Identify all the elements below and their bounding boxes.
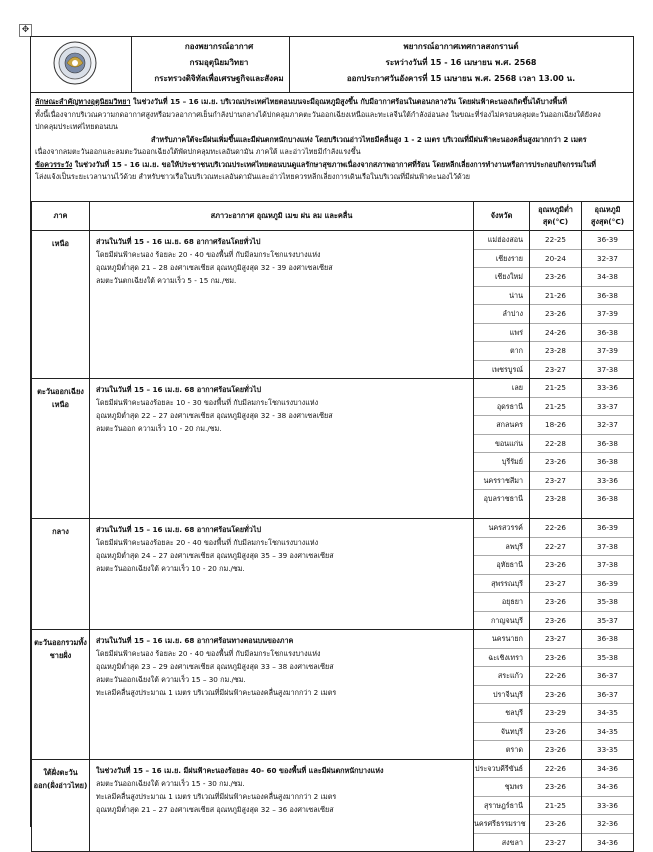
min-temp-value: 23-27 [545, 837, 566, 847]
province-value: ขอนแก่น [474, 435, 529, 454]
min-temp-value: 22-28 [530, 435, 581, 454]
province-value: สุราษฎร์ธานี [474, 797, 529, 816]
min-temp-value: 23-26 [530, 268, 581, 287]
forecast-line: ลมตะวันออก ความเร็ว 10 - 20 กม./ชม. [96, 424, 222, 433]
province-value: สงขลา [501, 837, 523, 847]
province-value: สระแก้ว [474, 667, 529, 686]
min-temp-value: 21-25 [530, 398, 581, 417]
min-temp-cell [530, 630, 582, 760]
province-value: ปราจีนบุรี [474, 686, 529, 705]
header-right-line-3: ออกประกาศวันอังคารที่ 15 เมษายน พ.ศ. 2568 เวลา 13.00 น. [346, 74, 576, 83]
province-cell [474, 759, 530, 852]
col-header-min: อุณหภูมิต่ำสุด(°C) [530, 202, 582, 231]
province-value: ลพบุรี [474, 538, 529, 557]
min-temp-value: 23-27 [545, 364, 566, 374]
forecast-line: อุณหภูมิต่ำสุด 21 – 28 องศาเซลเซียส อุณหภูมิสูงสุด 32 - 39 องศาเซลเซียส [96, 263, 333, 272]
forecast-line: ทะเลมีคลื่นสูงประมาณ 1 เมตร บริเวณที่มีฝนฟ้าคะนองคลื่นสูงมากกว่า 2 เมตร [96, 688, 337, 697]
min-temp-value: 23-26 [545, 745, 566, 754]
province-value: ตราด [505, 745, 523, 754]
max-temp-value: 34-38 [582, 268, 633, 287]
province-value: ลำปาง [474, 305, 529, 324]
max-temp-value: 37-38 [597, 364, 618, 374]
province-value: ชุมพร [474, 778, 529, 797]
max-temp-value: 34-36 [582, 760, 633, 779]
province-cell [474, 379, 530, 519]
max-temp-value: 36-39 [582, 519, 633, 538]
region-cell: ตะวันออกเฉียงเหนือ [32, 379, 90, 519]
max-temp-cell [582, 630, 634, 760]
table-row [32, 630, 634, 760]
document-header [31, 37, 633, 93]
min-temp-value: 20-24 [530, 250, 581, 269]
table-row [32, 519, 634, 630]
province-cell [474, 231, 530, 379]
min-temp-value: 23-26 [530, 723, 581, 742]
min-temp-value: 23-28 [530, 342, 581, 361]
min-temp-cell [530, 519, 582, 630]
col-header-region: ภาค [32, 202, 90, 231]
forecast-line: ลมตะวันออกเฉียงใต้ ความเร็ว 15 – 30 กม./ชม. [96, 675, 246, 684]
table-move-handle-icon[interactable]: ✥ [19, 24, 32, 37]
max-temp-value: 32-37 [582, 416, 633, 435]
max-temp-cell [582, 231, 634, 379]
max-temp-value: 33-37 [582, 398, 633, 417]
min-temp-value: 22-26 [530, 519, 581, 538]
forecast-line: ลมตะวันตกเฉียงใต้ ความเร็ว 5 - 15 กม./ชม. [96, 276, 237, 285]
min-temp-value: 23-26 [530, 778, 581, 797]
forecast-line: ส่วนในวันที่ 15 – 16 เม.ย. 68 อากาศร้อนโดยทั่วไป [96, 525, 262, 534]
synopsis-line-2: ทั้งนี้เนื่องจากบริเวณความกดอากาศสูงหรือมวลอากาศเย็นกำลังปานกลางได้ปกคลุมภาคตะวันออกเฉียงเหนือและทะเลจีนใต้กำลังอ่อนลง ในขณะที่ร่องไม่ครอบคลุมตะวันออกเฉียงใต้ยังคง [35, 109, 601, 119]
max-temp-value: 36-39 [582, 231, 633, 250]
table-row [32, 379, 634, 519]
min-temp-value: 23-27 [530, 630, 581, 649]
synopsis-south-line-2: เนื่องจากลมตะวันออกและลมตะวันออกเฉียงใต้พัดปกคลุมทะเลอันดามัน ภาคใต้ และอ่าวไทยมีกำลังแรงขึ้น [35, 147, 361, 156]
forecast-line: โดยมีฝนฟ้าคะนองร้อยละ 20 - 40 ของพื้นที่ กับมีลมกระโชกแรงบางแห่ง [96, 538, 319, 547]
forecast-cell [90, 630, 474, 760]
min-temp-value: 23-26 [530, 649, 581, 668]
max-temp-value: 33-36 [582, 472, 633, 491]
max-temp-value: 36-38 [582, 630, 633, 649]
province-value: นครราชสีมา [474, 472, 529, 491]
province-value: แม่ฮ่องสอน [474, 231, 529, 250]
forecast-line: ลมตะวันออกเฉียงใต้ ความเร็ว 15 - 30 กม./ชม. [96, 778, 245, 788]
max-temp-value: 36-38 [597, 494, 618, 503]
min-temp-value: 23-28 [545, 494, 566, 503]
max-temp-value: 33-36 [582, 797, 633, 816]
min-temp-value: 23-26 [530, 815, 581, 834]
province-value: ประจวบคีรีขันธ์ [474, 760, 529, 779]
province-value: ฉะเชิงเทรา [474, 649, 529, 668]
max-temp-value: 36-37 [582, 686, 633, 705]
region-cell: ตะวันออกรวมทั้งชายฝั่ง [32, 630, 90, 760]
forecast-cell [90, 519, 474, 630]
table-row [32, 759, 634, 852]
min-temp-value: 23-29 [530, 704, 581, 723]
province-value: เชียงราย [474, 250, 529, 269]
forecast-line: ลมตะวันออกเฉียงใต้ ความเร็ว 10 - 20 กม./ชม. [96, 564, 245, 573]
max-temp-value: 36-38 [582, 453, 633, 472]
province-value: ตาก [474, 342, 529, 361]
max-temp-value: 34-36 [597, 837, 618, 847]
forecast-line: อุณหภูมิต่ำสุด 24 – 27 องศาเซลเซียส อุณหภูมิสูงสุด 35 – 39 องศาเซลเซียส [96, 551, 334, 560]
province-value: อุดรธานี [474, 398, 529, 417]
header-left-line-2: กรมอุตุนิยมวิทยา [189, 58, 249, 67]
header-right-line-1: พยากรณ์อากาศเทศกาลสงกรานต์ [403, 42, 519, 51]
forecast-line: โดยมีฝนฟ้าคะนอง ร้อยละ 20 - 40 ของพื้นที่ กับมีลมกระโชกแรงบางแห่ง [96, 250, 321, 259]
max-temp-value: 36-38 [582, 287, 633, 306]
forecast-line: ส่วนในวันที่ 15 – 16 เม.ย. 68 อากาศร้อนทางตอนบนของภาค [96, 636, 294, 645]
min-temp-value: 23-26 [530, 593, 581, 612]
min-temp-cell [530, 379, 582, 519]
min-temp-cell [530, 759, 582, 852]
col-header-province: จังหวัด [474, 202, 530, 231]
province-value: กาญจนบุรี [490, 615, 523, 625]
synopsis-heading: ลักษณะสำคัญทางอุตุนิยมวิทยา [35, 97, 131, 106]
forecast-table [31, 201, 634, 852]
max-temp-value: 34-35 [582, 704, 633, 723]
col-header-forecast: สภาวะอากาศ อุณหภูมิ เมฆ ฝน ลม และคลื่น [90, 202, 474, 231]
forecast-line: ทะเลมีคลื่นสูงประมาณ 1 เมตร บริเวณที่มีฝนฟ้าคะนองคลื่นสูงมากกว่า 2 เมตร [96, 791, 337, 801]
max-temp-value: 36-38 [582, 435, 633, 454]
forecast-cell [90, 231, 474, 379]
max-temp-value: 35-38 [582, 649, 633, 668]
forecast-line: ส่วนในวันที่ 15 - 16 เม.ย. 68 อากาศร้อนโดยทั่วไป [96, 237, 261, 246]
max-temp-value: 37-39 [582, 342, 633, 361]
caution-line-1: ข้อควรระวัง ในช่วงวันที่ 15 - 16 เม.ย. ขอให้ประชาชนบริเวณประเทศไทยตอนบนดูแลรักษาสุขภาพเนื่องจากสภาพอากาศที่ร้อน โดยหลีกเลี่ยงการทำงานหรือการประกอบกิจกรรมในที่ [35, 159, 596, 169]
header-left-line-1: กองพยากรณ์อากาศ [184, 42, 254, 51]
province-value: แพร่ [474, 324, 529, 343]
max-temp-cell [582, 759, 634, 852]
forecast-line: อุณหภูมิต่ำสุด 22 – 27 องศาเซลเซียส อุณหภูมิสูงสุด 32 - 38 องศาเซลเซียส [96, 411, 333, 420]
province-cell [474, 630, 530, 760]
province-value: นครสวรรค์ [474, 519, 529, 538]
max-temp-value: 33-36 [582, 379, 633, 398]
max-temp-value: 34-36 [582, 778, 633, 797]
caution-line-2: โล่งแจ้งเป็นระยะเวลานานไว้ด้วย สำหรับชาวเรือในบริเวณทะเลอันดามันและอ่าวไทยควรหลีกเลี่ยงการเดินเรือในบริเวณที่มีฝนฟ้าคะนองไว้ด้วย [35, 172, 470, 181]
max-temp-value: 32-36 [582, 815, 633, 834]
max-temp-value: 35-38 [582, 593, 633, 612]
synopsis-south-line-1: สำหรับภาคใต้จะมีฝนเพิ่มขึ้นและมีฝนตกหนักบางแห่ง โดยบริเวณอ่าวไทยมีคลื่นสูง 1 - 2 เมตร บริเวณที่มีฝนฟ้าคะนองคลื่นสูงมากกว่า 2 เมตร [151, 134, 587, 144]
province-value: เชียงใหม่ [474, 268, 529, 287]
province-value: ชลบุรี [474, 704, 529, 723]
table-body [32, 231, 634, 852]
header-right-line-2: ระหว่างวันที่ 15 - 16 เมษายน พ.ศ. 2568 [385, 58, 537, 67]
max-temp-value: 37-39 [582, 305, 633, 324]
max-temp-value: 36-39 [582, 575, 633, 594]
col-header-max: อุณหภูมิสูงสุด(°C) [582, 202, 634, 231]
province-value: เลย [474, 379, 529, 398]
header-left-line-3: กระทรวงดิจิทัลเพื่อเศรษฐกิจและสังคม [154, 74, 284, 83]
max-temp-value: 36-38 [582, 324, 633, 343]
forecast-line: โดยมีฝนฟ้าคะนอง ร้อยละ 20 - 40 ของพื้นที่ กับมีลมกระโชกแรงบางแห่ง [96, 649, 321, 658]
province-value: อุทัยธานี [474, 556, 529, 575]
forecast-line: ส่วนในวันที่ 15 – 16 เม.ย. 68 อากาศร้อนโดยทั่วไป [96, 385, 262, 394]
min-temp-value: 24-26 [530, 324, 581, 343]
min-temp-value: 22-25 [530, 231, 581, 250]
province-value: นครนายก [474, 630, 529, 649]
province-value: สกลนคร [474, 416, 529, 435]
document-page [30, 36, 634, 847]
min-temp-value: 23-26 [545, 615, 566, 625]
region-cell: เหนือ [32, 231, 90, 379]
min-temp-value: 21-25 [530, 797, 581, 816]
region-cell: ใต้ฝั่งตะวันออก(ฝั่งอ่าวไทย) [32, 759, 90, 852]
province-value: จันทบุรี [474, 723, 529, 742]
province-value: น่าน [474, 287, 529, 306]
min-temp-value: 22-26 [530, 760, 581, 779]
province-value: นครศรีธรรมราช [474, 815, 529, 834]
max-temp-cell [582, 379, 634, 519]
min-temp-value: 23-27 [530, 472, 581, 491]
table-row [32, 231, 634, 379]
min-temp-value: 23-26 [530, 556, 581, 575]
forecast-line: อุณหภูมิต่ำสุด 21 – 27 องศาเซลเซียส อุณหภูมิสูงสุด 32 – 36 องศาเซลเซียส [96, 804, 334, 814]
min-temp-value: 23-26 [530, 686, 581, 705]
max-temp-value: 32-37 [582, 250, 633, 269]
max-temp-value: 36-37 [582, 667, 633, 686]
max-temp-value: 37-38 [582, 538, 633, 557]
max-temp-value: 37-38 [582, 556, 633, 575]
caution-heading: ข้อควรระวัง [35, 159, 73, 169]
synopsis-section [31, 93, 633, 202]
min-temp-value: 18-26 [530, 416, 581, 435]
forecast-cell [90, 759, 474, 852]
table-header-row [32, 202, 634, 231]
max-temp-cell [582, 519, 634, 630]
province-value: เพชรบูรณ์ [491, 364, 523, 374]
min-temp-value: 22-27 [530, 538, 581, 557]
forecast-line: ในช่วงวันที่ 15 – 16 เม.ย. มีฝนฟ้าคะนองร้อยละ 40- 60 ของพื้นที่ และมีฝนตกหนักบางแห่ง [96, 765, 384, 775]
max-temp-value: 33-35 [597, 745, 618, 754]
min-temp-value: 21-26 [530, 287, 581, 306]
min-temp-cell [530, 231, 582, 379]
min-temp-value: 23-27 [530, 575, 581, 594]
forecast-line: อุณหภูมิต่ำสุด 23 – 29 องศาเซลเซียส อุณหภูมิสูงสุด 33 – 38 องศาเซลเซียส [96, 662, 334, 671]
province-value: อยุธยา [474, 593, 529, 612]
tmd-seal-icon [53, 41, 97, 85]
synopsis-line-1: ลักษณะสำคัญทางอุตุนิยมวิทยา ในช่วงวันที่ 15 – 16 เม.ย. บริเวณประเทศไทยตอนบนจะมีอุณหภูมิสูงขึ้น กับมีอากาศร้อนในตอนกลางวัน โดยฝนฟ้าคะนองเกิดขึ้นได้บางพื้นที่ [35, 97, 567, 106]
min-temp-value: 22-26 [530, 667, 581, 686]
max-temp-value: 34-35 [582, 723, 633, 742]
min-temp-value: 21-25 [530, 379, 581, 398]
province-cell [474, 519, 530, 630]
forecast-line: โดยมีฝนฟ้าคะนองร้อยละ 10 - 30 ของพื้นที่ กับมีลมกระโชกแรงบางแห่ง [96, 398, 319, 407]
forecast-cell [90, 379, 474, 519]
min-temp-value: 23-26 [530, 305, 581, 324]
synopsis-line-3: ปกคลุมประเทศไทยตอนบน [35, 122, 118, 131]
province-value: สุพรรณบุรี [474, 575, 529, 594]
region-cell: กลาง [32, 519, 90, 630]
min-temp-value: 23-26 [530, 453, 581, 472]
province-value: บุรีรัมย์ [474, 453, 529, 472]
max-temp-value: 35-37 [597, 615, 618, 625]
province-value: อุบลราชธานี [483, 494, 523, 503]
